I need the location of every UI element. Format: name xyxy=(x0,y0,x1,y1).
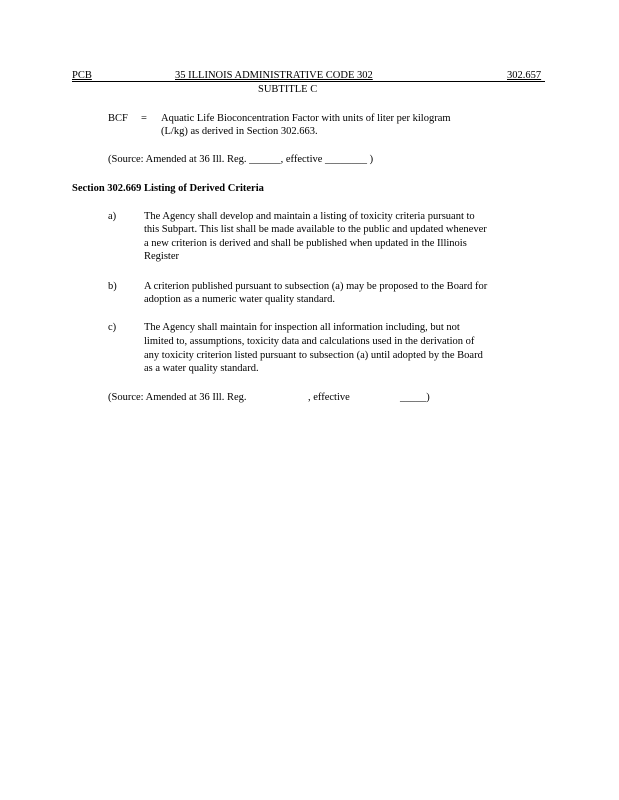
header-subtitle: SUBTITLE C xyxy=(258,84,318,95)
source-note-1: (Source: Amended at 36 Ill. Reg. ______, effective ________ ) xyxy=(108,154,374,165)
item-c-line-2: limited to, assumptions, toxicity data and calculations used in the derivation of xyxy=(144,336,475,347)
item-a-line-1: The Agency shall develop and maintain a listing of toxicity criteria pursuant to xyxy=(144,211,475,222)
header-right: 302.657 xyxy=(507,70,542,81)
header-underline xyxy=(72,81,545,82)
definition-equals: = xyxy=(141,113,147,124)
header-left: PCB xyxy=(72,70,92,81)
source-note-2-part-2: , effective xyxy=(308,392,350,403)
definition-term: BCF xyxy=(108,113,128,124)
item-a-line-3: a new criterion is derived and shall be published when updated in the Illinois xyxy=(144,238,467,249)
item-c-line-3: any toxicity criterion listed pursuant to subsection (a) until adopted by the Board xyxy=(144,350,483,361)
definition-line-2: (L/kg) as derived in Section 302.663. xyxy=(161,126,318,137)
header-center: 35 ILLINOIS ADMINISTRATIVE CODE 302 xyxy=(175,70,373,81)
item-b-line-2: adoption as a numeric water quality standard. xyxy=(144,294,335,305)
item-a-line-4: Register xyxy=(144,251,179,262)
item-a-line-2: this Subpart. This list shall be made available to the public and updated whenever xyxy=(144,224,487,235)
section-heading: Section 302.669 Listing of Derived Criteria xyxy=(72,183,264,194)
item-b-label: b) xyxy=(108,281,117,292)
source-note-2-part-1: (Source: Amended at 36 Ill. Reg. xyxy=(108,392,247,403)
definition-line-1: Aquatic Life Bioconcentration Factor with units of liter per kilogram xyxy=(161,113,451,124)
item-c-line-4: as a water quality standard. xyxy=(144,363,259,374)
item-b-line-1: A criterion published pursuant to subsection (a) may be proposed to the Board for xyxy=(144,281,488,292)
item-c-line-1: The Agency shall maintain for inspection all information including, but not xyxy=(144,322,460,333)
source-note-2-part-3: _____) xyxy=(400,392,430,403)
item-a-label: a) xyxy=(108,211,117,222)
item-c-label: c) xyxy=(108,322,117,333)
